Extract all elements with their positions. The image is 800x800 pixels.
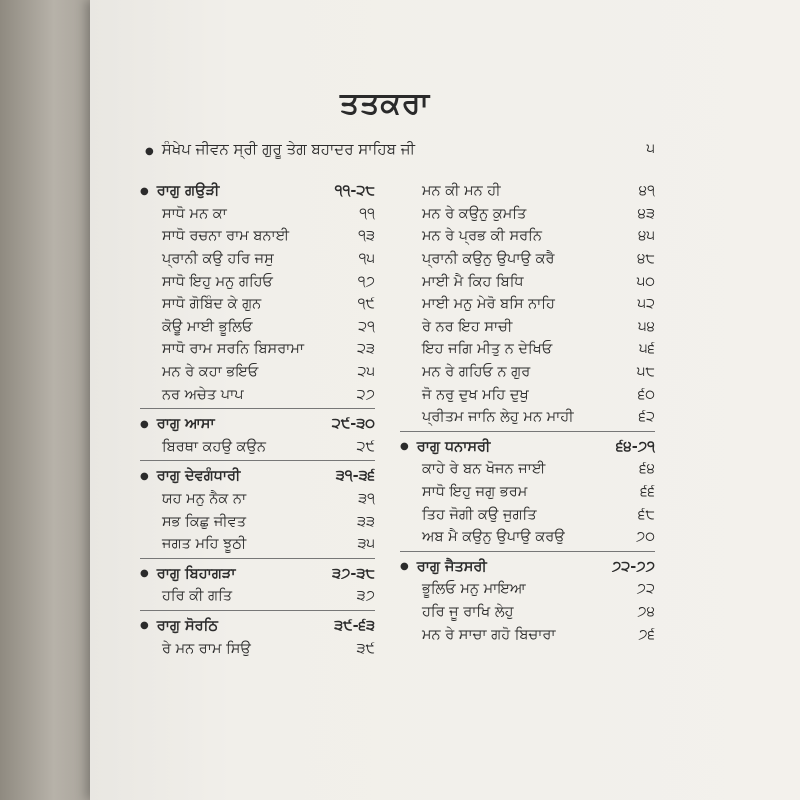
bullet-icon: ● <box>140 470 149 482</box>
toc-entry-row <box>140 585 375 608</box>
toc-entry-row <box>400 503 655 526</box>
bullet-icon: ● <box>140 620 149 632</box>
toc-entry-row <box>140 203 375 226</box>
page-number: ੧੩ <box>358 228 375 245</box>
entry-text: ਸਭ ਕਿਛੁ ਜੀਵਤ <box>162 513 247 530</box>
toc-entry-row <box>400 293 655 316</box>
entry-text: ਰਾਗੁ ਆਸਾ <box>156 416 215 433</box>
toc-entry-row <box>400 270 655 293</box>
page-title: ਤਤਕਰਾ <box>340 86 431 121</box>
section-divider <box>400 431 655 432</box>
section-row <box>400 436 655 459</box>
toc-entry-row <box>400 406 655 429</box>
toc-entry-row <box>140 510 375 533</box>
entry-title <box>140 491 246 507</box>
page-number: ੫੪ <box>638 318 655 335</box>
entry-text: ਸਾਧੋ ਰਚਨਾ ਰਾਮ ਬਨਾਈ <box>162 228 290 245</box>
entry-text: ਯਹ ਮਨੁ ਨੈਕ ਨਾ <box>162 491 247 508</box>
toc-entry-row <box>140 488 375 511</box>
page-number: ੧੫ <box>358 251 375 268</box>
entry-title <box>400 296 555 312</box>
toc-entry-row <box>140 225 375 248</box>
page-number: ੨੯ <box>356 438 375 455</box>
page-number: ੩੭-੩੮ <box>332 565 375 582</box>
entry-text: ਰੇ ਨਰ ਇਹ ਸਾਚੀ <box>422 318 513 335</box>
entry-title <box>140 206 227 222</box>
entry-title <box>140 439 266 455</box>
entry-text: ਮਨ ਰੇ ਕਉਨੁ ਕੁਮਤਿ <box>422 205 527 222</box>
entry-title <box>400 387 529 403</box>
page-number: ੩੩ <box>356 513 375 530</box>
entry-title <box>140 364 258 380</box>
section-row <box>140 615 375 638</box>
entry-title <box>140 251 274 267</box>
toc-entry-row <box>400 383 655 406</box>
section-row <box>400 556 655 579</box>
page-number: ੩੯ <box>356 640 375 657</box>
section-title <box>140 618 218 634</box>
section-title <box>400 439 490 455</box>
page-number: ੪੫ <box>638 228 655 245</box>
entry-title <box>400 341 552 357</box>
entry-text: ਮਨ ਰੇ ਗਹਿਓ ਨ ਗੁਰ <box>422 364 531 381</box>
entry-title <box>400 251 555 267</box>
entry-title <box>400 507 537 523</box>
entry-text: ਰਾਗੁ ਜੈਤਸਰੀ <box>416 558 487 575</box>
page-number: ੭੨ <box>636 581 655 598</box>
entry-title <box>400 529 565 545</box>
toc-entry-row <box>400 481 655 504</box>
entry-text: ਰਾਗੁ ਦੇਵਗੰਧਾਰੀ <box>156 468 241 485</box>
entry-title <box>400 364 530 380</box>
toc-entry-row <box>140 383 375 406</box>
page-number: ੭੦ <box>635 529 655 546</box>
entry-text: ਬਿਰਥਾ ਕਹਉ ਕਉਨ <box>162 438 266 455</box>
page-number: ੨੭ <box>356 386 375 403</box>
entry-title <box>140 274 273 290</box>
entry-text: ਰੇ ਮਨ ਰਾਮ ਸਿਉ <box>162 640 251 657</box>
section-title <box>140 416 215 432</box>
entry-text: ਤਿਹ ਜੋਗੀ ਕਉ ਜੁਗਤਿ <box>422 506 537 523</box>
page-number: ੭੬ <box>638 626 655 643</box>
section-divider <box>140 558 375 559</box>
entry-text: ਸਾਧੋ ਮਨ ਕਾ <box>162 205 227 222</box>
section-title <box>140 566 236 582</box>
entry-text: ਭੂਲਿਓ ਮਨੁ ਮਾਇਆ <box>422 581 526 598</box>
toc-entry-row <box>400 578 655 601</box>
toc-entry-row <box>400 601 655 624</box>
page-number: ੫੮ <box>636 364 655 381</box>
bullet-icon: ● <box>140 568 149 580</box>
entry-text: ਰਾਗੁ ਧਨਾਸਰੀ <box>416 438 491 455</box>
page-number: ੩੧-੩੬ <box>335 468 375 485</box>
toc-entry-row <box>140 270 375 293</box>
page-number: ੬੬ <box>640 484 655 501</box>
toc-entry-row <box>400 338 655 361</box>
page-number: ੨੫ <box>357 364 375 381</box>
entry-text: ਅਬ ਮੈ ਕਉਨੁ ਉਪਾਉ ਕਰਉ <box>422 529 565 546</box>
entry-text: ਮਨ ਰੇ ਕਹਾ ਭਇਓ <box>162 364 259 381</box>
bullet-icon: ● <box>140 185 149 197</box>
entry-text: ਮਾਈ ਮਨੁ ਮੇਰੋ ਬਸਿ ਨਾਹਿ <box>422 296 555 313</box>
bullet-icon: ● <box>400 441 409 453</box>
section-row <box>140 563 375 586</box>
entry-text: ਸਾਧੋ ਗੋਬਿੰਦ ਕੇ ਗੁਨ <box>162 296 262 313</box>
entry-text: ਹਰਿ ਕੀ ਗਤਿ <box>162 588 233 605</box>
page-number: ੭੪ <box>637 603 655 620</box>
toc-entry-row <box>400 361 655 384</box>
entry-title <box>400 183 501 199</box>
bullet-icon: ● <box>400 561 409 573</box>
section-row <box>140 465 375 488</box>
section-divider <box>140 610 375 611</box>
entry-title <box>140 341 304 357</box>
entry-text: ਮਨ ਰੇ ਸਾਚਾ ਗਹੋ ਬਿਚਾਰਾ <box>422 626 556 643</box>
page-number: ੫੬ <box>639 341 655 358</box>
entry-text: ਪ੍ਰਾਨੀ ਕਉਨੁ ਉਪਾਉ ਕਰੈ <box>422 251 555 268</box>
page-number: ੧੯ <box>357 296 375 313</box>
entry-title <box>400 319 512 335</box>
page-number: ੧੧-੨੮ <box>334 183 375 200</box>
page-number: ੩੯-੬੩ <box>334 617 375 634</box>
entry-text: ਮਾਈ ਮੈ ਕਿਹ ਬਿਧਿ <box>422 273 524 290</box>
page-number: ੬੮ <box>638 506 655 523</box>
bullet-icon: ● <box>145 146 154 157</box>
entry-text: ਸਾਧੋ ਇਹੁ ਜਗੁ ਭਰਮ <box>422 484 528 501</box>
section-title <box>140 468 240 484</box>
left-column <box>140 180 375 660</box>
page-number: ੪੩ <box>637 205 655 222</box>
right-column <box>400 180 655 646</box>
entry-text: ਸਾਧੋ ਰਾਮ ਸਰਨਿ ਬਿਸਰਾਮਾ <box>162 341 305 358</box>
toc-entry-row <box>400 203 655 226</box>
entry-text: ਪ੍ਰੀਤਮ ਜਾਨਿ ਲੇਹੁ ਮਨ ਮਾਹੀ <box>422 409 574 426</box>
entry-title <box>140 228 289 244</box>
entry-title <box>400 228 542 244</box>
entry-text: ਪ੍ਰਾਨੀ ਕਉ ਹਰਿ ਜਸੁ <box>162 251 274 268</box>
entry-title <box>400 484 527 500</box>
page-number: ੧੧ <box>359 205 375 222</box>
section-divider <box>140 460 375 461</box>
section-title <box>400 559 487 575</box>
entry-title <box>140 641 251 657</box>
toc-entry-row <box>400 248 655 271</box>
intro-text: ਸੰਖੇਪ ਜੀਵਨ ਸ੍ਰੀ ਗੁਰੂ ਤੇਗ ਬਹਾਦਰ ਸਾਹਿਬ ਜੀ <box>161 140 416 158</box>
entry-text: ਕੋਊ ਮਾਈ ਭੂਲਿਓ <box>162 318 253 335</box>
entry-title <box>400 581 526 597</box>
bullet-icon: ● <box>140 418 149 430</box>
entry-text: ਸਾਧੋ ਇਹੁ ਮਨੁ ਗਹਿਓ <box>162 273 273 290</box>
section-divider <box>140 408 375 409</box>
toc-entry-row <box>140 248 375 271</box>
entry-text: ਨਰ ਅਚੇਤ ਪਾਪ <box>162 386 244 403</box>
entry-title <box>140 296 261 312</box>
entry-text: ਜੋ ਨਰੁ ਦੁਖ ਮਹਿ ਦੁਖੁ <box>422 386 529 403</box>
toc-entry-row <box>140 637 375 660</box>
entry-text: ਜਗਤ ਮਹਿ ਝੂਠੀ <box>162 536 247 553</box>
toc-entry-row <box>140 533 375 556</box>
intro-entry <box>145 140 655 158</box>
page-number: ੬੪ <box>639 461 655 478</box>
entry-title <box>140 514 246 530</box>
entry-title <box>140 536 246 552</box>
page-number: ੨੯-੩੦ <box>331 416 375 433</box>
page-number: ੨੩ <box>356 341 375 358</box>
page-number: ੧੭ <box>357 273 375 290</box>
entry-text: ਹਰਿ ਜੂ ਰਾਖਿ ਲੇਹੁ <box>422 603 514 620</box>
page-number: ੬੨ <box>638 409 655 426</box>
entry-text: ਇਹ ਜਗਿ ਮੀਤੁ ਨ ਦੇਖਿਓ <box>422 341 553 358</box>
toc-entry-row <box>140 338 375 361</box>
entry-title <box>400 274 524 290</box>
page-number: ੪੧ <box>638 183 655 200</box>
entry-text: ਮਨ ਕੀ ਮਨ ਹੀ <box>422 183 501 200</box>
entry-title <box>400 461 545 477</box>
book-spine-edge <box>0 0 90 800</box>
section-divider <box>400 551 655 552</box>
entry-text: ਰਾਗੁ ਬਿਹਾਗੜਾ <box>156 565 236 582</box>
section-row <box>140 413 375 436</box>
page-number: ੫੨ <box>637 296 655 313</box>
entry-text: ਮਨ ਰੇ ਪ੍ਰਭ ਕੀ ਸਰਨਿ <box>422 228 542 245</box>
page-number: ੬੪-੭੧ <box>616 438 655 455</box>
entry-title <box>140 387 244 403</box>
entry-title <box>400 206 526 222</box>
entry-title <box>400 409 574 425</box>
intro-label <box>145 140 415 158</box>
page-number: ੪੮ <box>637 251 655 268</box>
page-number: ੩੧ <box>358 491 375 508</box>
page-number: ੫੦ <box>636 273 655 290</box>
entry-title <box>400 604 514 620</box>
section-row <box>140 180 375 203</box>
toc-entry-row <box>140 293 375 316</box>
entry-title <box>400 627 556 643</box>
entry-text: ਰਾਗੁ ਗਉੜੀ <box>156 183 220 200</box>
toc-entry-row <box>140 361 375 384</box>
toc-entry-row <box>400 316 655 339</box>
page-number: ੬੦ <box>637 386 655 403</box>
page-number: ੨੧ <box>358 318 375 335</box>
toc-entry-row <box>400 623 655 646</box>
page-number: ੩੫ <box>357 536 375 553</box>
toc-entry-row <box>140 316 375 339</box>
page-number: ੩੭ <box>356 588 375 605</box>
toc-entry-row <box>140 436 375 459</box>
toc-entry-row <box>400 180 655 203</box>
entry-title <box>140 319 252 335</box>
page-number: ੭੨-੭੭ <box>611 558 655 575</box>
section-title <box>140 183 219 199</box>
toc-entry-row <box>400 526 655 549</box>
entry-text: ਕਾਹੇ ਰੇ ਬਨ ਖੋਜਨ ਜਾਈ <box>422 461 546 478</box>
intro-page: ੫ <box>646 141 655 157</box>
entry-title <box>140 588 232 604</box>
entry-text: ਰਾਗੁ ਸੋਰਠਿ <box>156 617 218 634</box>
toc-entry-row <box>400 225 655 248</box>
toc-entry-row <box>400 458 655 481</box>
